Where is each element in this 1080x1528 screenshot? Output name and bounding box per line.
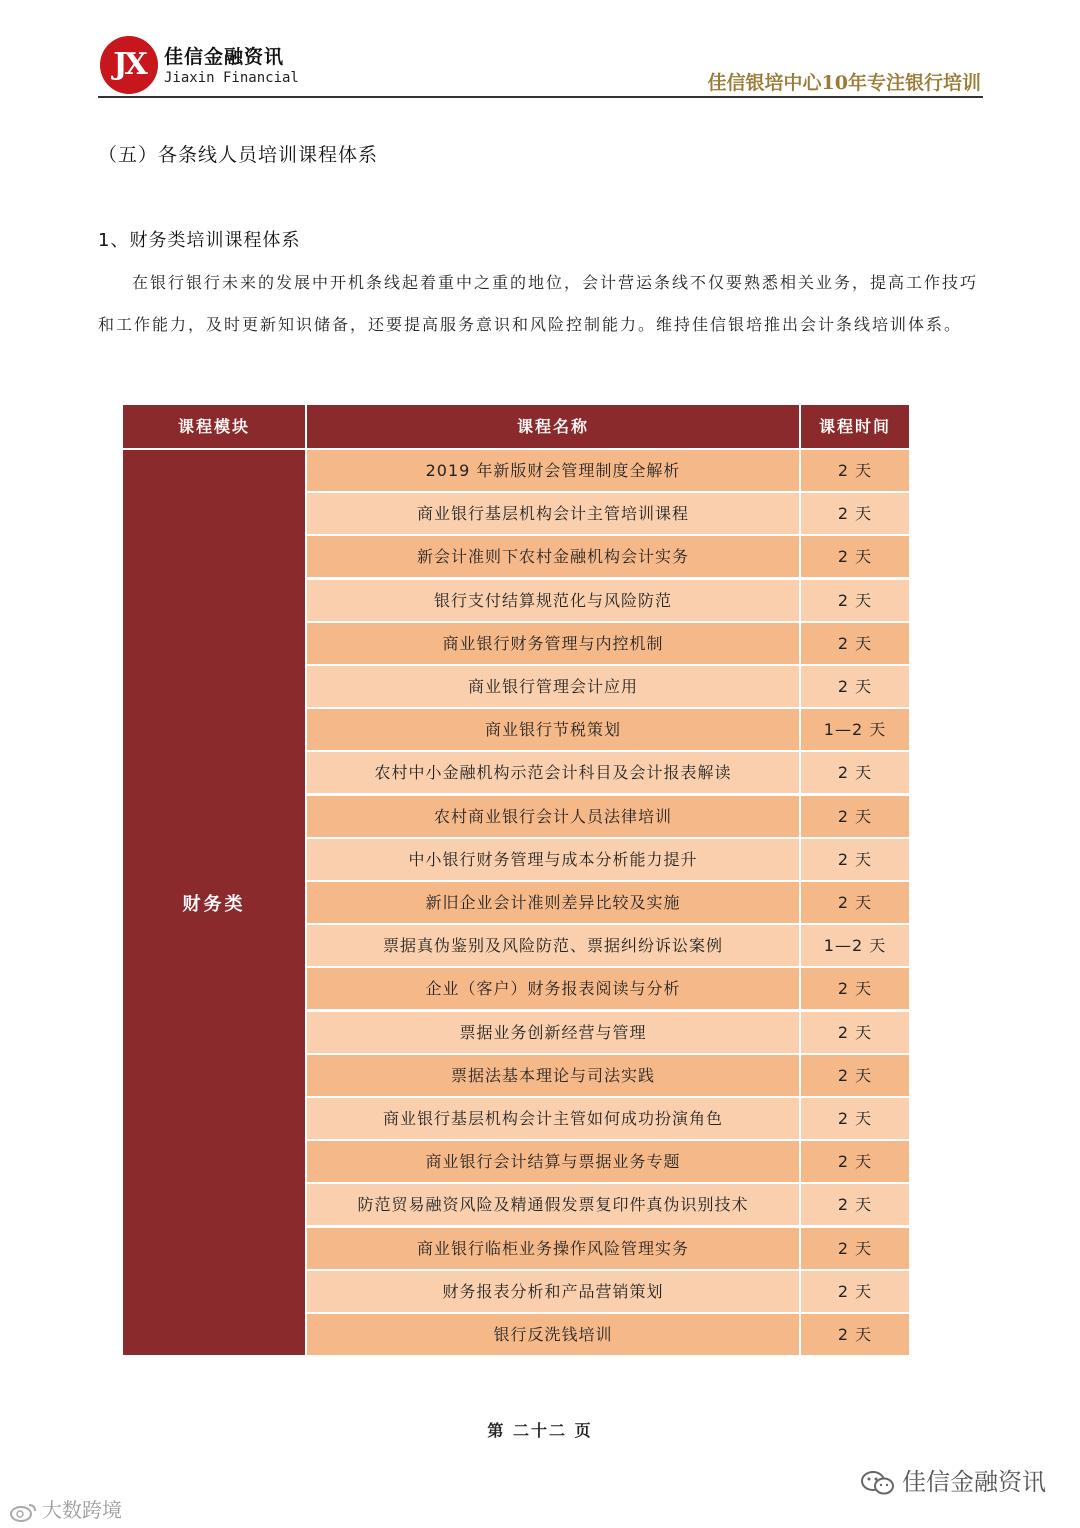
course-name: 商业银行管理会计应用 (307, 666, 799, 707)
weibo-watermark (10, 1494, 122, 1523)
wechat-icon (860, 1470, 896, 1496)
header-module: 课程模块 (123, 405, 305, 448)
course-name: 票据业务创新经营与管理 (307, 1012, 799, 1053)
course-time: 2 天 (801, 1184, 909, 1225)
course-table (123, 405, 909, 1355)
course-name: 农村中小金融机构示范会计科目及会计报表解读 (307, 752, 799, 793)
course-name: 防范贸易融资风险及精通假发票复印件真伪识别技术 (307, 1184, 799, 1225)
header-divider (98, 96, 983, 98)
page-number: 第 二十二 页 (487, 1421, 593, 1440)
course-time: 2 天 (801, 1141, 909, 1182)
course-name: 商业银行基层机构会计主管培训课程 (307, 493, 799, 534)
table-row (307, 623, 909, 664)
category-label: 财务类 (182, 893, 246, 915)
course-time: 1—2 天 (801, 925, 909, 966)
course-name: 商业银行临柜业务操作风险管理实务 (307, 1228, 799, 1269)
course-time: 2 天 (801, 796, 909, 837)
course-time: 2 天 (801, 493, 909, 534)
course-time: 2 天 (801, 1098, 909, 1139)
course-time: 2 天 (801, 580, 909, 621)
course-name: 票据真伪鉴别及风险防范、票据纠纷诉讼案例 (307, 925, 799, 966)
table-row (307, 1055, 909, 1096)
table-row (307, 450, 909, 491)
table-row (307, 1228, 909, 1269)
table-row (307, 1271, 909, 1312)
intro-paragraph: 在银行银行未来的发展中开机条线起着重中之重的地位，会计营运条线不仅要熟悉相关业务，提高工作技巧和工作能力，及时更新知识储备，还要提高服务意识和风险控制能力。维持佳信银培推出会计条线培训体系。 (98, 273, 979, 334)
course-time: 2 天 (801, 536, 909, 577)
weibo-icon (10, 1502, 38, 1522)
course-time: 2 天 (801, 1314, 909, 1355)
logo-mark: JX (100, 36, 158, 94)
wechat-watermark (860, 1462, 1046, 1497)
table-row (307, 796, 909, 837)
header-tagline: 佳信银培中心10年专注银行培训 (707, 72, 981, 94)
course-name: 商业银行会计结算与票据业务专题 (307, 1141, 799, 1182)
course-time: 2 天 (801, 1228, 909, 1269)
subsection-title: 1、财务类培训课程体系 (98, 230, 301, 251)
wechat-watermark-text: 佳信金融资讯 (902, 1468, 1046, 1496)
course-name: 商业银行财务管理与内控机制 (307, 623, 799, 664)
logo-name: 佳信金融资讯 (164, 46, 285, 68)
table-row (307, 536, 909, 577)
course-name: 商业银行节税策划 (307, 709, 799, 750)
table-row (307, 1012, 909, 1053)
course-name: 企业（客户）财务报表阅读与分析 (307, 968, 799, 1009)
table-row (307, 1141, 909, 1182)
page-header (98, 28, 983, 98)
table-row (307, 1184, 909, 1225)
table-row (307, 1098, 909, 1139)
table-row (307, 752, 909, 793)
table-row (307, 493, 909, 534)
course-time: 2 天 (801, 1055, 909, 1096)
course-time: 2 天 (801, 882, 909, 923)
header-course-time: 课程时间 (801, 405, 909, 448)
section-title: （五）各条线人员培训课程体系 (98, 144, 379, 166)
course-time: 2 天 (801, 839, 909, 880)
logo-english-name: Jiaxin Financial (164, 70, 299, 86)
table-row (307, 666, 909, 707)
course-name: 新会计准则下农村金融机构会计实务 (307, 536, 799, 577)
course-name: 财务报表分析和产品营销策划 (307, 1271, 799, 1312)
table-row (307, 580, 909, 621)
course-time: 2 天 (801, 623, 909, 664)
course-time: 1—2 天 (801, 709, 909, 750)
course-time: 2 天 (801, 1012, 909, 1053)
table-row (307, 1314, 909, 1355)
course-name: 商业银行基层机构会计主管如何成功扮演角色 (307, 1098, 799, 1139)
table-row (307, 709, 909, 750)
course-time: 2 天 (801, 666, 909, 707)
course-name: 2019 年新版财会管理制度全解析 (307, 450, 799, 491)
course-time: 2 天 (801, 1271, 909, 1312)
course-time: 2 天 (801, 450, 909, 491)
table-row (307, 968, 909, 1009)
weibo-watermark-text: 大数跨境 (42, 1498, 122, 1522)
course-name: 新旧企业会计准则差异比较及实施 (307, 882, 799, 923)
table-row (307, 839, 909, 880)
course-name: 票据法基本理论与司法实践 (307, 1055, 799, 1096)
course-time: 2 天 (801, 968, 909, 1009)
table-row (307, 882, 909, 923)
table-row (307, 925, 909, 966)
course-name: 农村商业银行会计人员法律培训 (307, 796, 799, 837)
course-name: 银行支付结算规范化与风险防范 (307, 580, 799, 621)
header-course-name: 课程名称 (307, 405, 799, 448)
category-cell (123, 450, 305, 1355)
course-name: 中小银行财务管理与成本分析能力提升 (307, 839, 799, 880)
course-name: 银行反洗钱培训 (307, 1314, 799, 1355)
course-time: 2 天 (801, 752, 909, 793)
